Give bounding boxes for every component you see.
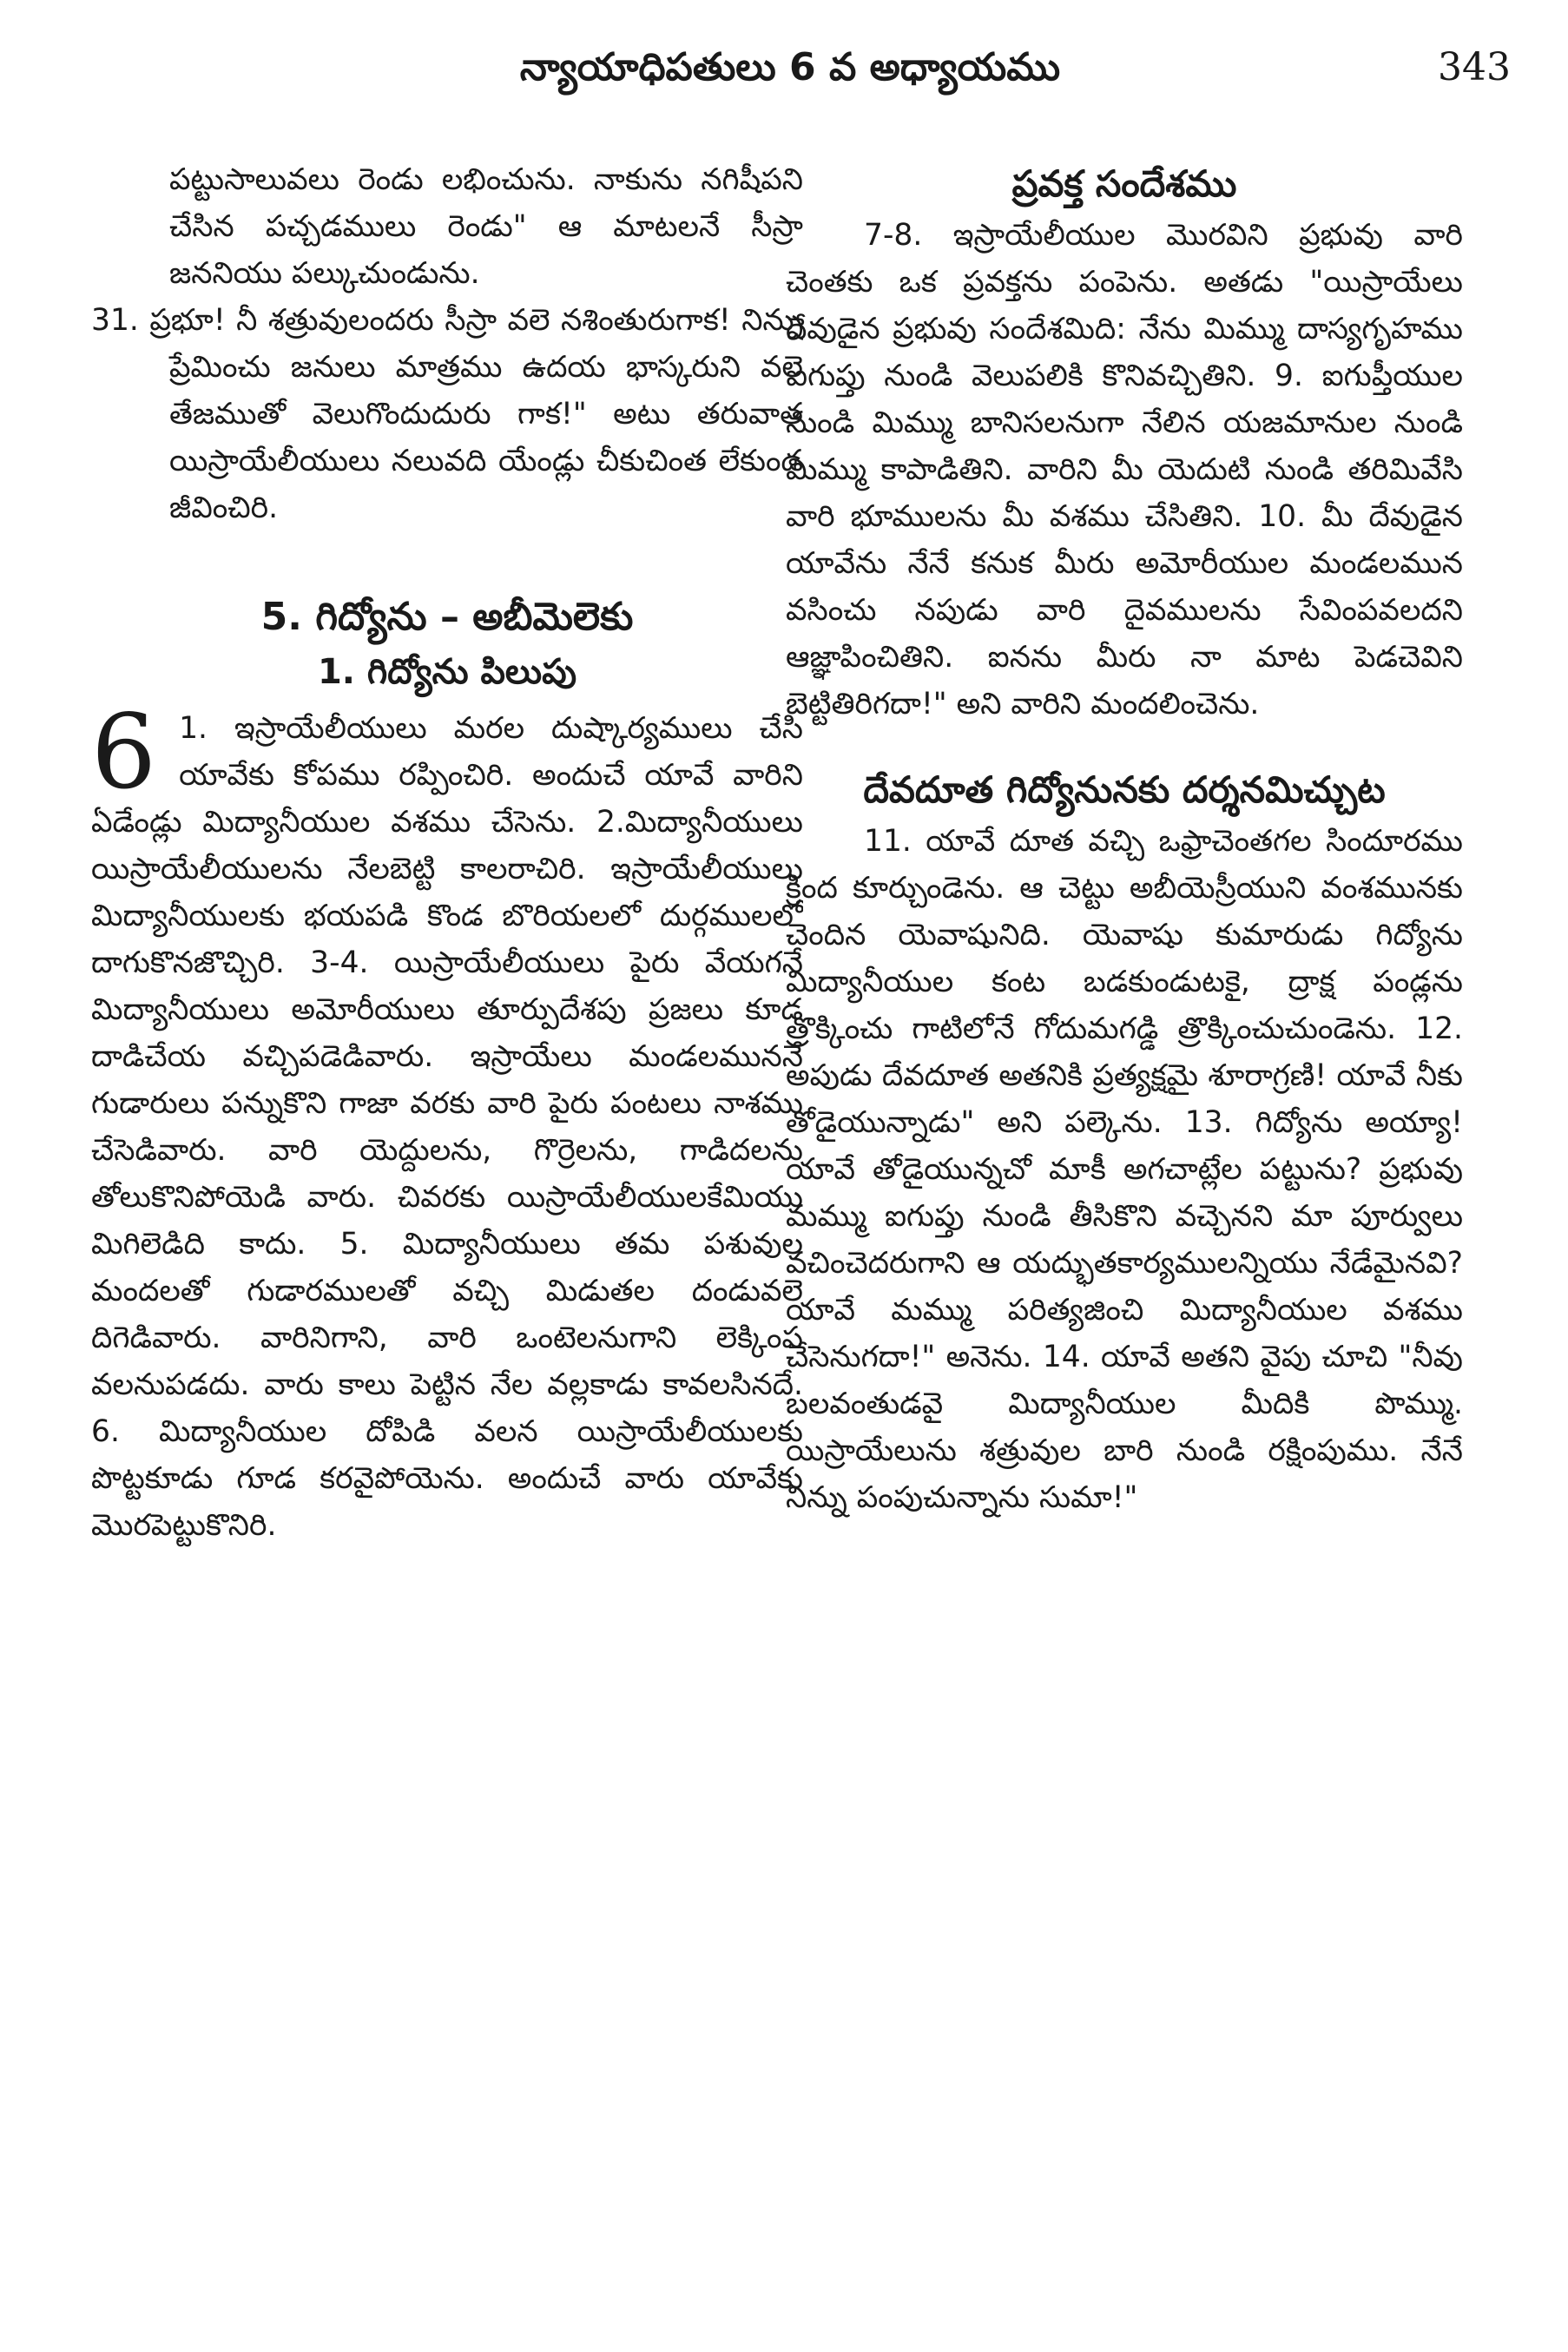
verse-31-number: 31. [91, 303, 139, 338]
verses-7-10: 7-8. ఇస్రాయేలీయుల మొరవిని ప్రభువు వారి చెంతకు ఒక ప్రవక్తను పంపెను. అతడు "యిస్రాయేలు దేవుడైన ప్రభువు సందేశమిది: నేను మిమ్ము దాస్యగృహము ఐగుప్తు నుండి వెలుపలికి కొనివచ్చితిని. 9. ఐగుప్తీయుల నుండి మిమ్ము బానిసలనుగా నేలిన యజమానుల నుండి మిమ్ము కాపాడితిని. వారిని మీ యెదుటి నుండి తరిమివేసి వారి భూములను మీ వశము చేసితిని. 10. మీ దేవుడైన యావేను నేనే కనుక మీరు అమోరీయుల మండలమున వసించు నపుడు వారి దైవములను సేవింపవలదని ఆజ్ఞాపించితిని. ఐనను మీరు నా మాట పెడచెవిని బెట్టితిరిగదా!" అని వారిని మందలించెను. [786, 218, 1463, 721]
chapter-number: 6 [91, 692, 157, 812]
right-column [786, 156, 1463, 2318]
prophet-message-heading: ప్రవక్త సందేశము [1011, 162, 1237, 205]
angel-appears-heading: దేవదూత గిద్యోనునకు దర్శనమిచ్చుట [863, 768, 1386, 811]
verse-31 [91, 297, 803, 531]
verse-31-text: ప్రభూ! నీ శత్రువులందరు సీస్రా వలె నశింతురుగాక! నిన్ను ప్రేమించు జనులు మాత్రము ఉదయ భాస్కరుని వలె తేజముతో వెలుగొందుదురు గాక!" అటు తరువాత యిస్రాయేలీయులు నలువది యేండ్లు చీకుచింత లేకుండ జీవించిరి. [149, 303, 803, 525]
page-header-title: న్యాయాధిపతులు 6 వ అధ్యాయము [519, 45, 1061, 89]
left-column [91, 156, 803, 2318]
chapter-6-text: 1. ఇస్రాయేలీయులు మరల దుష్కార్యములు చేసి యావేకు కోపము రప్పించిరి. అందుచే యావే వారిని ఏడేండ్లు మిద్యానీయుల వశము చేసెను. 2.మిద్యానీయులు యిస్రాయేలీయులను నేలబెట్టి కాలరాచిరి. ఇస్రాయేలీయులు మిద్యానీయులకు భయపడి కొండ బొరియలలో దుర్గములలో దాగుకొనజొచ్చిరి. 3-4. యిస్రాయేలీయులు పైరు వేయగనే మిద్యానీయులు అమోరీయులు తూర్పుదేశపు ప్రజలు కూడ దాడిచేయ వచ్చిపడెడివారు. ఇస్రాయేలు మండలముననే గుడారులు పన్నుకొని గాజా వరకు వారి పైరు పంటలు నాశము చేసెడివారు. వారి యెద్దులను, గొర్రెలను, గాడిదలను తోలుకొనిపోయెడి వారు. చివరకు యిస్రాయేలీయులకేమియు మిగిలెడిది కాదు. 5. మిద్యానీయులు తమ పశువుల మందలతో గుడారములతో వచ్చి మిడుతల దండువలె దిగెడివారు. వారినిగాని, వారి ఒంటెలనుగాని లెక్కింప వలనుపడదు. వారు కాలు పెట్టిన నేల వల్లకాడు కావలసినదే. 6. మిద్యానీయుల దోపిడి వలన యిస్రాయేలీయులకు పొట్టకూడు గూడ కరవైపోయెను. అందుచే వారు యావేకు మొరపెట్టుకొనిరి. [91, 711, 803, 1543]
chapter-6-block [91, 692, 803, 1549]
page-number: 343 [1438, 45, 1511, 89]
sub-heading: 1. గిద్యోను పిలుపు [317, 652, 577, 692]
verse-30-continuation: పట్టుసాలువలు రెండు లభించును. నాకును నగిషీపని చేసిన పచ్చడములు రెండు" ఆ మాటలనే సీస్రా జననియు పల్కుచుండును. [169, 162, 803, 291]
section-heading: 5. గిద్యోను – అబీమెలెకు [260, 595, 634, 639]
verses-11-14: 11. యావే దూత వచ్చి ఒఫ్రాచెంతగల సిందూరము క్రింద కూర్చుండెను. ఆ చెట్టు అబీయెస్రీయుని వంశమునకు చెందిన యెవాషునిది. యెవాషు కుమారుడు గిద్యోను మిద్యానీయుల కంట బడకుండుటకై, ద్రాక్ష పండ్లను త్రొక్కించు గాటిలోనే గోదుమగడ్డి త్రొక్కించుచుండెను. 12. అపుడు దేవదూత అతనికి ప్రత్యక్షమై శూరాగ్రణి! యావే నీకు తోడైయున్నాడు" అని పల్కెను. 13. గిద్యోను అయ్యా! యావే తోడైయున్నచో మాకీ అగచాట్లేల పట్టును? ప్రభువు మమ్ము ఐగుప్తు నుండి తీసికొని వచ్చెనని మా పూర్వులు వచించెదరుగాని ఆ యద్భుతకార్యములన్నియు నేడేమైనవి? యావే మమ్ము పరిత్యజించి మిద్యానీయుల వశము చేసెనుగదా!" అనెను. 14. యావే అతని వైపు చూచి "నీవు బలవంతుడవై మిద్యానీయుల మీదికి పొమ్ము. యిస్రాయేలును శత్రువుల బారి నుండి రక్షింపుము. నేనే నిన్ను పంపుచున్నాను సుమా!" [786, 824, 1463, 1515]
